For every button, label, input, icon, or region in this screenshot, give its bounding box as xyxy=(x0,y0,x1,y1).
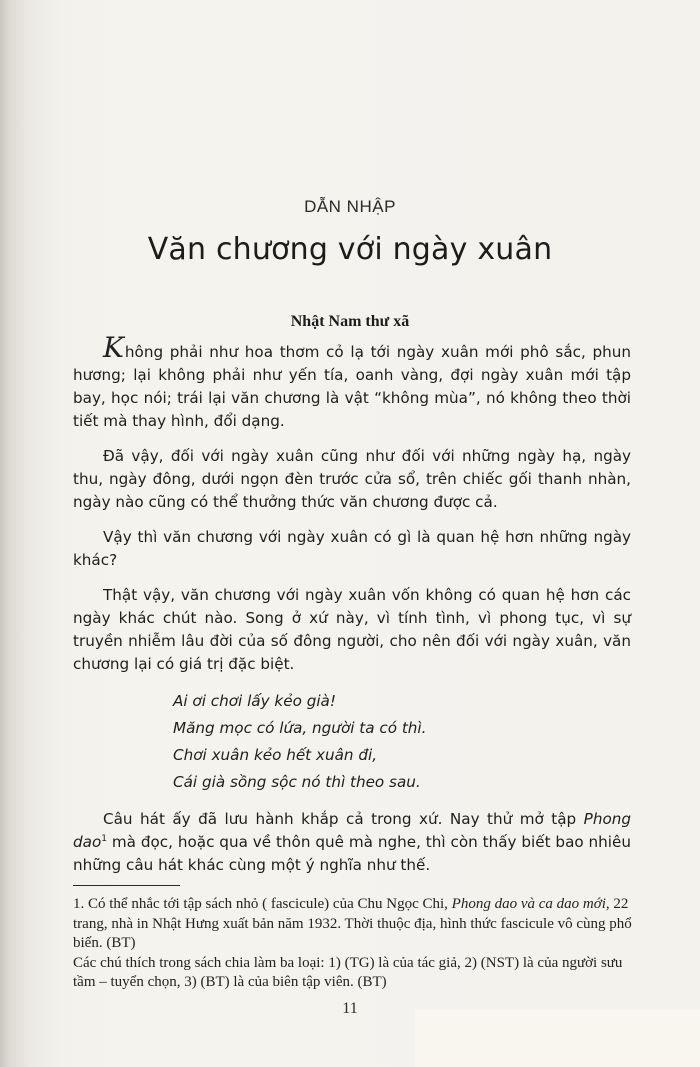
page-number: 11 xyxy=(342,1000,358,1017)
verse-line: Cái già sồng sộc nó thì theo sau. xyxy=(173,773,421,791)
paragraph-4: Thật vậy, văn chương với ngày xuân vốn không có quan hệ hơn các ngày khác chút nào. Song ở xứ này, vì tính tình, vì phong tục, vì sự truyền nhiễm lâu đời của số đông người, cho nên đối với ngày xuân, văn chương lại có giá trị đặc biệt. xyxy=(73,586,631,673)
verse-line: Ai ơi chơi lấy kẻo già! xyxy=(173,692,336,710)
drop-cap: K xyxy=(103,331,124,364)
paragraph-5: Câu hát ấy đã lưu hành khắp cả trong xứ. Nay thử mở tập Phong dao$^1$ mà đọc, hoặc qua về thôn quê mà nghe, thì còn thấy biết bao nhiêu những câu hát khác cùng một ý nghĩa như thế. xyxy=(73,810,631,874)
chapter-title: Văn chương với ngày xuân xyxy=(147,232,553,267)
footnote-ref: 1 xyxy=(101,833,107,844)
verse-line: Măng mọc có lứa, người ta có thì. xyxy=(173,719,427,737)
body-text xyxy=(73,331,631,889)
footnote-2: Các chú thích trong sách chia làm ba loại: 1) (TG) là của tác giả, 2) (NST) là của người sưu tầm – tuyển chọn, 3) (BT) là của biên tập viên. (BT) xyxy=(73,954,623,990)
verse-line: Chơi xuân kẻo hết xuân đi, xyxy=(173,746,378,764)
paragraph-3: Vậy thì văn chương với ngày xuân có gì là quan hệ hơn những ngày khác? xyxy=(73,528,631,569)
footnotes xyxy=(73,895,633,993)
background-strip xyxy=(415,1010,700,1067)
footnote-1: 1. Có thể nhắc tới tập sách nhỏ ( fascicule) của Chu Ngọc Chi, Phong dao và ca dao mới, 22 trang, nhà in Nhật Hưng xuất bản năm 1932. Thời thuộc địa, hình thức fascicule vô cùng phổ biến. (BT) xyxy=(73,896,632,951)
paragraph-1: Không phải như hoa thơm cỏ lạ tới ngày xuân mới phô sắc, phun hương; lại không phải như yến tía, oanh vàng, đợi ngày xuân mới tập bay, học nói; trái lại văn chương là vật “không mùa”, nó không theo thời tiết mà thay hình, đổi dạng. xyxy=(73,331,631,430)
footnote-divider xyxy=(73,885,180,886)
chapter-label: DẪN NHẬP xyxy=(304,197,396,216)
chapter-author: Nhật Nam thư xã xyxy=(290,313,410,330)
book-title-phong-dao: Phong dao xyxy=(73,810,631,851)
verse-block xyxy=(173,688,631,796)
paragraph-2: Đã vậy, đối với ngày xuân cũng như đối với những ngày hạ, ngày thu, ngày đông, dưới ngọn đèn trước cửa sổ, trên chiếc gối thanh nhàn, ngày nào cũng có thể thưởng thức văn chương được cả. xyxy=(73,447,631,511)
bleed-through-text xyxy=(110,95,114,112)
